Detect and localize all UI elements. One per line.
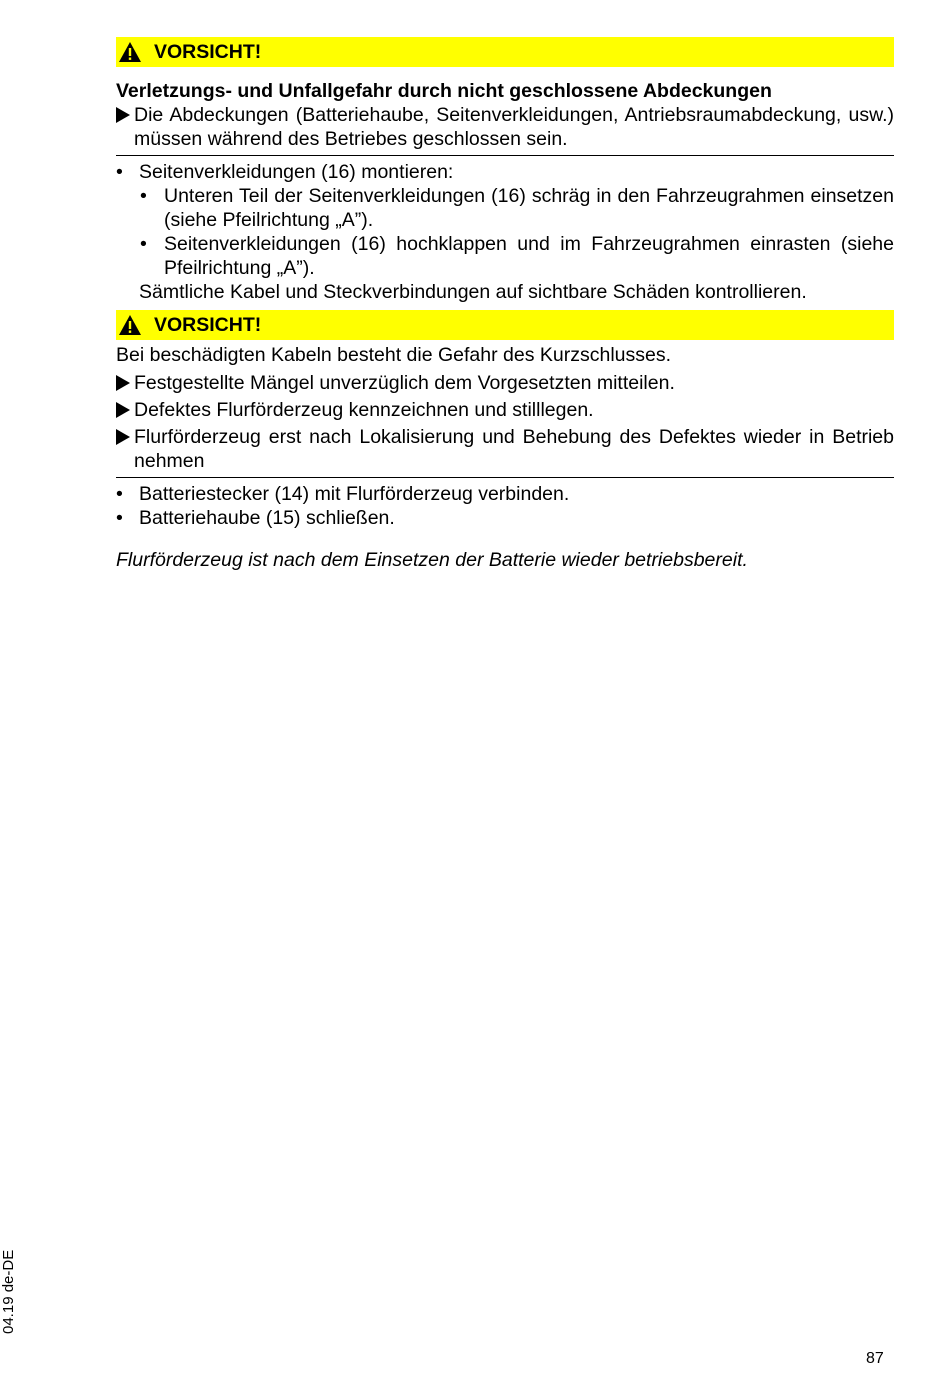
date-code: 04.19 de-DE [0, 1249, 17, 1334]
substep-text: Unteren Teil der Seitenverkleidungen (16) schräg in den Fahrzeugrahmen einsetzen (siehe Pfeilrichtung „A”). [164, 185, 894, 231]
page-content [116, 37, 894, 572]
substep-text: Seitenverkleidungen (16) hochklappen und im Fahrzeugrahmen einrasten (siehe Pfeilrichtung „A”). [164, 233, 894, 279]
action-item [116, 398, 894, 422]
step-text: Batteriestecker (14) mit Flurförderzeug verbinden. [139, 483, 570, 505]
arrow-right-icon [116, 429, 130, 445]
warning-text-2: Bei beschädigten Kabeln besteht die Gefahr des Kurzschlusses. [116, 344, 672, 366]
step-final-1 [116, 482, 894, 506]
result-statement: Flurförderzeug ist nach dem Einsetzen der Batterie wieder betriebsbereit. [116, 549, 748, 571]
step-final-2 [116, 506, 894, 530]
substep-1 [116, 184, 894, 232]
bullet-dot: • [116, 507, 123, 529]
arrow-right-icon [116, 107, 130, 123]
warning-bar-2 [116, 310, 894, 340]
warning-label-2: VORSICHT! [154, 314, 262, 336]
substep-2 [116, 232, 894, 280]
divider-rule-2 [116, 477, 894, 478]
bullet-dot: • [140, 233, 147, 255]
warning-triangle-icon [118, 314, 142, 336]
divider-rule-1 [116, 155, 894, 156]
warning-triangle-icon [118, 41, 142, 63]
action-text: Defektes Flurförderzeug kennzeichnen und stilllegen. [134, 399, 594, 421]
page-number: 87 [866, 1350, 884, 1367]
action-item [116, 103, 894, 151]
action-text: Festgestellte Mängel unverzüglich dem Vorgesetzten mitteilen. [134, 372, 675, 394]
bullet-dot: • [140, 185, 147, 207]
action-text: Flurförderzeug erst nach Lokalisierung und Behebung des Defektes wieder in Betrieb nehmen [134, 426, 894, 472]
step-text: Seitenverkleidungen (16) montieren: [139, 161, 454, 183]
action-text: Die Abdeckungen (Batteriehaube, Seitenverkleidungen, Antriebsraumabdeckung, usw.) müssen während des Betriebes geschlossen sein. [134, 104, 894, 150]
arrow-right-icon [116, 375, 130, 391]
warning-title-1: Verletzungs- und Unfallgefahr durch nicht geschlossene Abdeckungen [116, 80, 772, 102]
warning-bar-1 [116, 37, 894, 67]
bullet-dot: • [116, 483, 123, 505]
step-mount [116, 160, 894, 184]
arrow-right-icon [116, 402, 130, 418]
step-text: Batteriehaube (15) schließen. [139, 507, 395, 529]
action-item [116, 371, 894, 395]
action-item [116, 425, 894, 473]
warning-label-1: VORSICHT! [154, 41, 262, 63]
bullet-dot: • [116, 161, 123, 183]
step-check: Sämtliche Kabel und Steckverbindungen auf sichtbare Schäden kontrollieren. [139, 281, 807, 303]
